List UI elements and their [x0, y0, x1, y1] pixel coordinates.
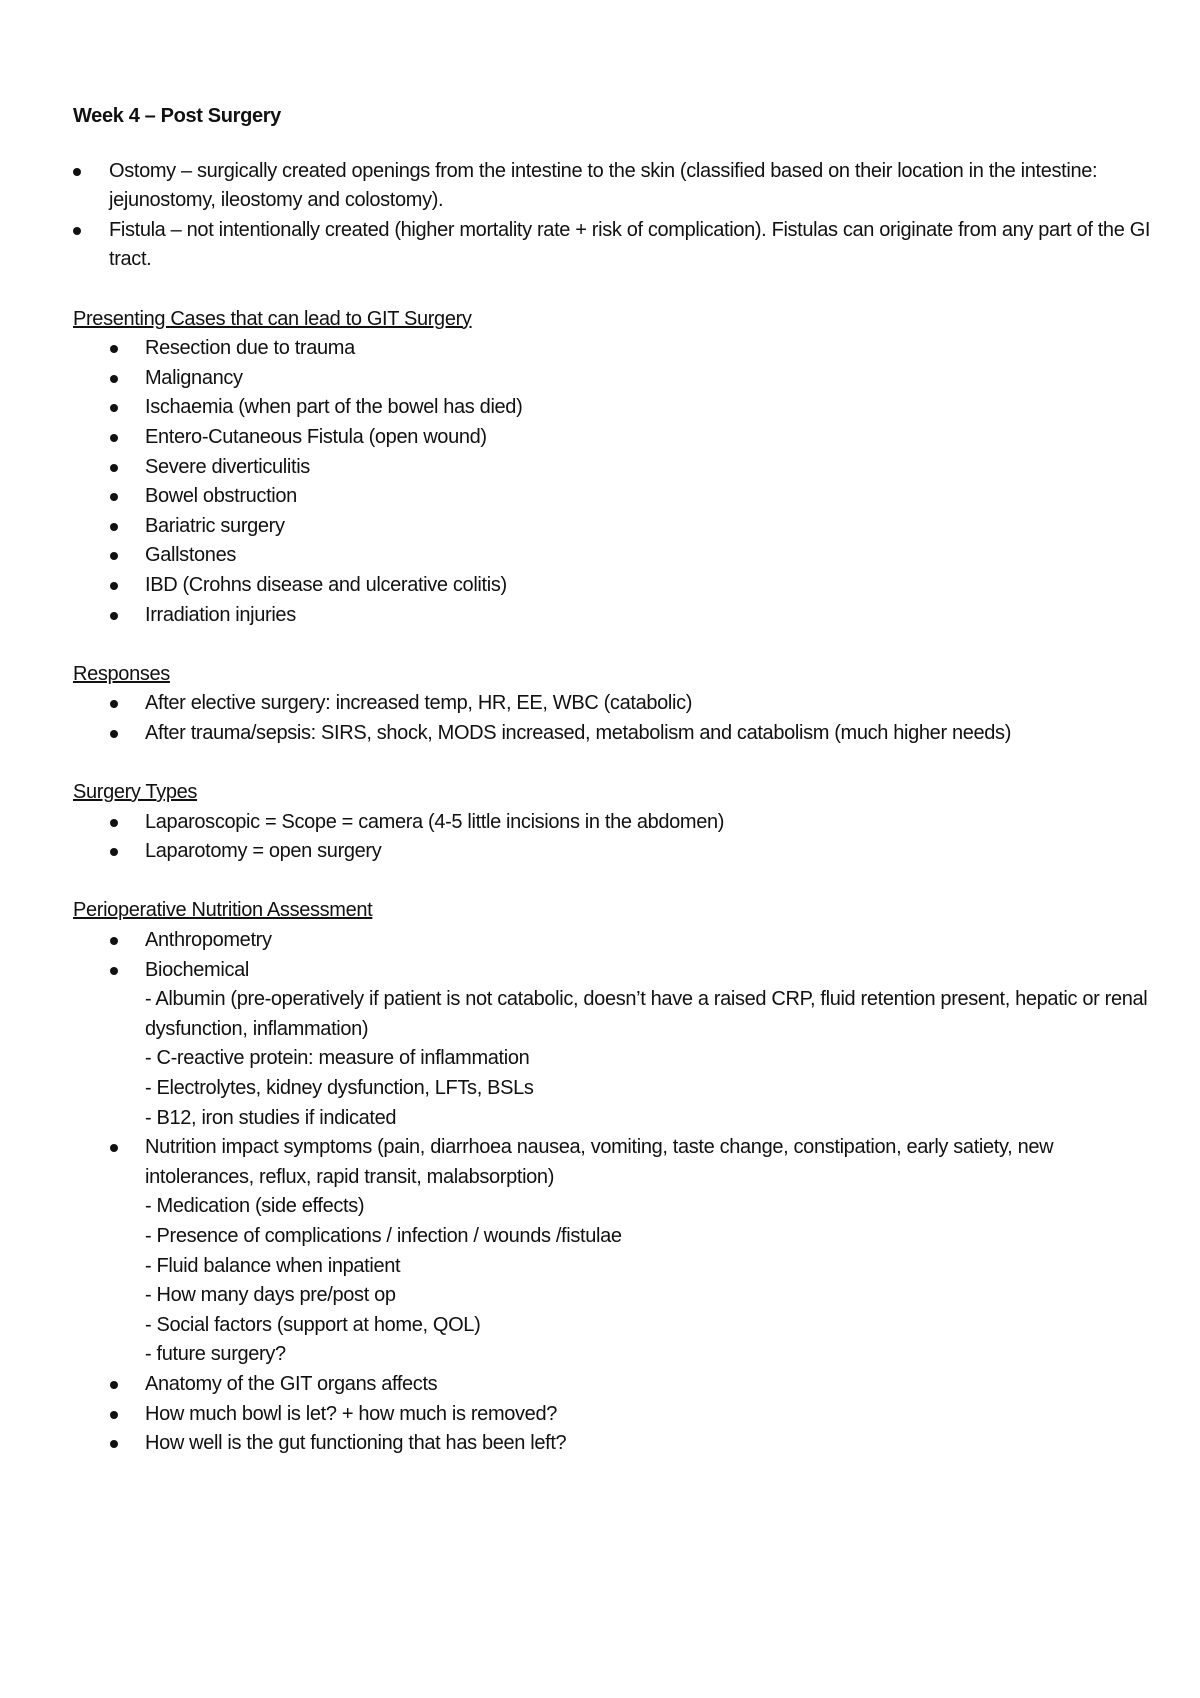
- surgery-types-list: [73, 808, 1153, 867]
- section-heading-responses: Responses: [73, 662, 170, 685]
- list-item: How well is the gut functioning that has been left?: [73, 1429, 1153, 1459]
- sub-item: - How many days pre/post op: [145, 1284, 396, 1307]
- list-item: Bowel obstruction: [73, 482, 1153, 512]
- sub-item: - Fluid balance when inpatient: [145, 1254, 401, 1277]
- page-title: Week 4 – Post Surgery: [73, 105, 281, 127]
- presenting-list: [73, 334, 1153, 630]
- sub-item: - Social factors (support at home, QOL): [145, 1313, 481, 1336]
- list-item: How much bowl is let? + how much is removed?: [73, 1400, 1153, 1430]
- sub-item: - B12, iron studies if indicated: [145, 1106, 397, 1129]
- biochemical-label: Biochemical: [145, 958, 249, 981]
- section-gap: [73, 630, 1153, 660]
- intro-list: [73, 157, 1153, 275]
- list-item: Laparotomy = open surgery: [73, 837, 1153, 867]
- sub-item: - Albumin (pre-operatively if patient is not catabolic, doesn’t have a raised CRP, fluid retention present, hepatic or renal dysfunction, inflammation): [145, 988, 1148, 1040]
- list-item-biochemical: [73, 956, 1153, 1134]
- list-item: After trauma/sepsis: SIRS, shock, MODS increased, metabolism and catabolism (much higher needs): [73, 719, 1153, 749]
- responses-list: [73, 689, 1153, 748]
- sub-item: - Presence of complications / infection / wounds /fistulae: [145, 1224, 622, 1247]
- list-item: After elective surgery: increased temp, HR, EE, WBC (catabolic): [73, 689, 1153, 719]
- list-item: Bariatric surgery: [73, 512, 1153, 542]
- sub-item: - C-reactive protein: measure of inflammation: [145, 1047, 530, 1070]
- list-item: Irradiation injuries: [73, 601, 1153, 631]
- list-item-nutrition-impact: [73, 1133, 1153, 1370]
- document-body: [73, 102, 1153, 1459]
- sub-item: - Electrolytes, kidney dysfunction, LFTs, BSLs: [145, 1077, 534, 1099]
- list-item: IBD (Crohns disease and ulcerative colitis): [73, 571, 1153, 601]
- sub-item: - Medication (side effects): [145, 1195, 365, 1218]
- list-item: Gallstones: [73, 541, 1153, 571]
- list-item: Severe diverticulitis: [73, 453, 1153, 483]
- list-item: Malignancy: [73, 364, 1153, 394]
- list-item: Entero-Cutaneous Fistula (open wound): [73, 423, 1153, 453]
- list-item: Resection due to trauma: [73, 334, 1153, 364]
- section-gap: [73, 275, 1153, 305]
- list-item: Ischaemia (when part of the bowel has died): [73, 393, 1153, 423]
- list-item: Anthropometry: [73, 926, 1153, 956]
- assessment-list: [73, 926, 1153, 1459]
- section-heading-presenting: Presenting Cases that can lead to GIT Surgery: [73, 307, 472, 330]
- list-item: Anatomy of the GIT organs affects: [73, 1370, 1153, 1400]
- list-item: Fistula – not intentionally created (higher mortality rate + risk of complication). Fistulas can originate from any part of the GI tract.: [73, 216, 1153, 275]
- sub-item: - future surgery?: [145, 1343, 286, 1366]
- section-gap: [73, 748, 1153, 778]
- section-gap: [73, 867, 1153, 897]
- nutrition-impact-label: Nutrition impact symptoms (pain, diarrhoea nausea, vomiting, taste change, constipation, early satiety, new intolerances, reflux, rapid transit, malabsorption): [145, 1136, 1054, 1188]
- section-heading-surgery-types: Surgery Types: [73, 781, 198, 804]
- list-item: Laparoscopic = Scope = camera (4-5 little incisions in the abdomen): [73, 808, 1153, 838]
- list-item: Ostomy – surgically created openings from the intestine to the skin (classified based on their location in the intestine: jejunostomy, ileostomy and colostomy).: [73, 157, 1153, 216]
- section-heading-assessment: Perioperative Nutrition Assessment: [73, 899, 373, 922]
